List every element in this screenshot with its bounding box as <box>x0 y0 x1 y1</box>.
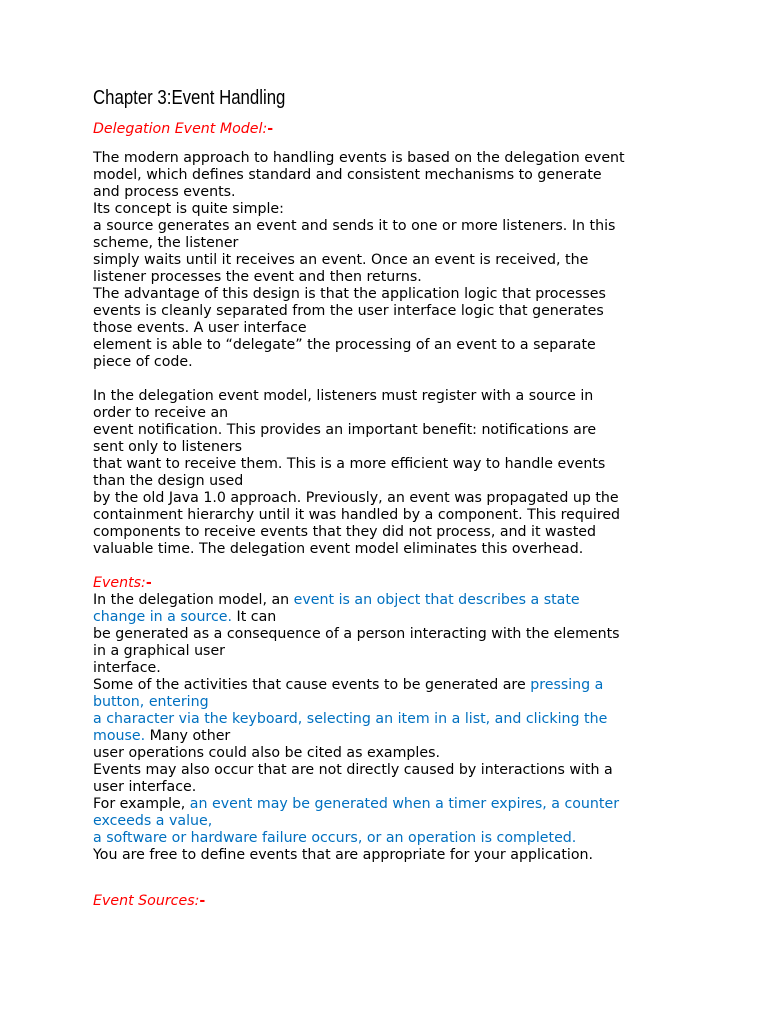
text-line: user interface. <box>93 779 197 795</box>
text-line: listener processes the event and then returns. <box>93 269 422 285</box>
text-line <box>93 728 693 745</box>
events-heading <box>93 575 693 592</box>
text-line: You are free to define events that are appropriate for your application. <box>93 847 594 863</box>
highlighted-text: change in a source. <box>93 609 232 625</box>
text-line: that want to receive them. This is a more efficient way to handle events <box>93 456 606 472</box>
highlighted-text: event is an object that describes a state <box>293 592 580 608</box>
text-line: and process events. <box>93 184 236 200</box>
text-line: containment hierarchy until it was handled by a component. This required <box>93 507 621 523</box>
events-heading-dash: - <box>145 575 152 591</box>
text-run: It can <box>232 609 277 625</box>
text-line: model, which defines standard and consistent mechanisms to generate <box>93 167 602 183</box>
document-page <box>93 84 693 910</box>
text-line <box>93 609 693 626</box>
text-line: In the delegation event model, listeners must register with a source in <box>93 388 594 404</box>
highlighted-text: mouse. <box>93 728 146 744</box>
text-line: Events may also occur that are not directly caused by interactions with a <box>93 762 613 778</box>
delegation-heading-text: Delegation Event Model: <box>93 121 268 137</box>
text-line: order to receive an <box>93 405 229 421</box>
text-line: in a graphical user <box>93 643 226 659</box>
text-line: event notification. This provides an important benefit: notifications are <box>93 422 597 438</box>
text-line <box>93 677 693 694</box>
highlighted-text-line: exceeds a value, <box>93 813 213 829</box>
events-heading-text: Events: <box>93 575 146 591</box>
highlighted-text: an event may be generated when a timer expires, a counter <box>189 796 620 812</box>
events-paragraph <box>93 592 693 864</box>
text-line: those events. A user interface <box>93 320 307 336</box>
text-run: For example, <box>93 796 190 812</box>
text-line: element is able to “delegate” the processing of an event to a separate <box>93 337 596 353</box>
text-line: piece of code. <box>93 354 193 370</box>
text-line: Its concept is quite simple: <box>93 201 284 217</box>
delegation-paragraph-2 <box>93 388 693 558</box>
event-sources-heading <box>93 893 693 910</box>
delegation-heading <box>93 121 693 138</box>
text-run: Many other <box>145 728 231 744</box>
text-line: than the design used <box>93 473 244 489</box>
text-line: The modern approach to handling events is based on the delegation event <box>93 150 625 166</box>
text-line: a source generates an event and sends it to one or more listeners. In this <box>93 218 616 234</box>
text-run: Some of the activities that cause events to be generated are <box>93 677 531 693</box>
text-line <box>93 592 693 609</box>
delegation-paragraph-1 <box>93 150 693 371</box>
highlighted-text-line: a character via the keyboard, selecting an item in a list, and clicking the <box>93 711 608 727</box>
event-sources-heading-dash: - <box>199 893 206 909</box>
event-sources-heading-text: Event Sources: <box>93 893 200 909</box>
text-line: interface. <box>93 660 161 676</box>
text-line: The advantage of this design is that the application logic that processes <box>93 286 606 302</box>
text-line: be generated as a consequence of a person interacting with the elements <box>93 626 620 642</box>
text-line: scheme, the listener <box>93 235 239 251</box>
text-run: In the delegation model, an <box>93 592 294 608</box>
text-line: user operations could also be cited as examples. <box>93 745 440 761</box>
highlighted-text-line: a software or hardware failure occurs, or an operation is completed. <box>93 830 577 846</box>
text-line <box>93 796 693 813</box>
text-line: valuable time. The delegation event model eliminates this overhead. <box>93 541 584 557</box>
text-line: events is cleanly separated from the user interface logic that generates <box>93 303 604 319</box>
text-line: sent only to listeners <box>93 439 242 455</box>
text-line: by the old Java 1.0 approach. Previously, an event was propagated up the <box>93 490 619 506</box>
highlighted-text: pressing a <box>530 677 604 693</box>
text-line: simply waits until it receives an event. Once an event is received, the <box>93 252 589 268</box>
delegation-heading-dash: - <box>267 121 274 137</box>
highlighted-text-line: button, entering <box>93 694 209 710</box>
chapter-title: Chapter 3:Event Handling <box>93 87 286 109</box>
text-line: components to receive events that they did not process, and it wasted <box>93 524 597 540</box>
